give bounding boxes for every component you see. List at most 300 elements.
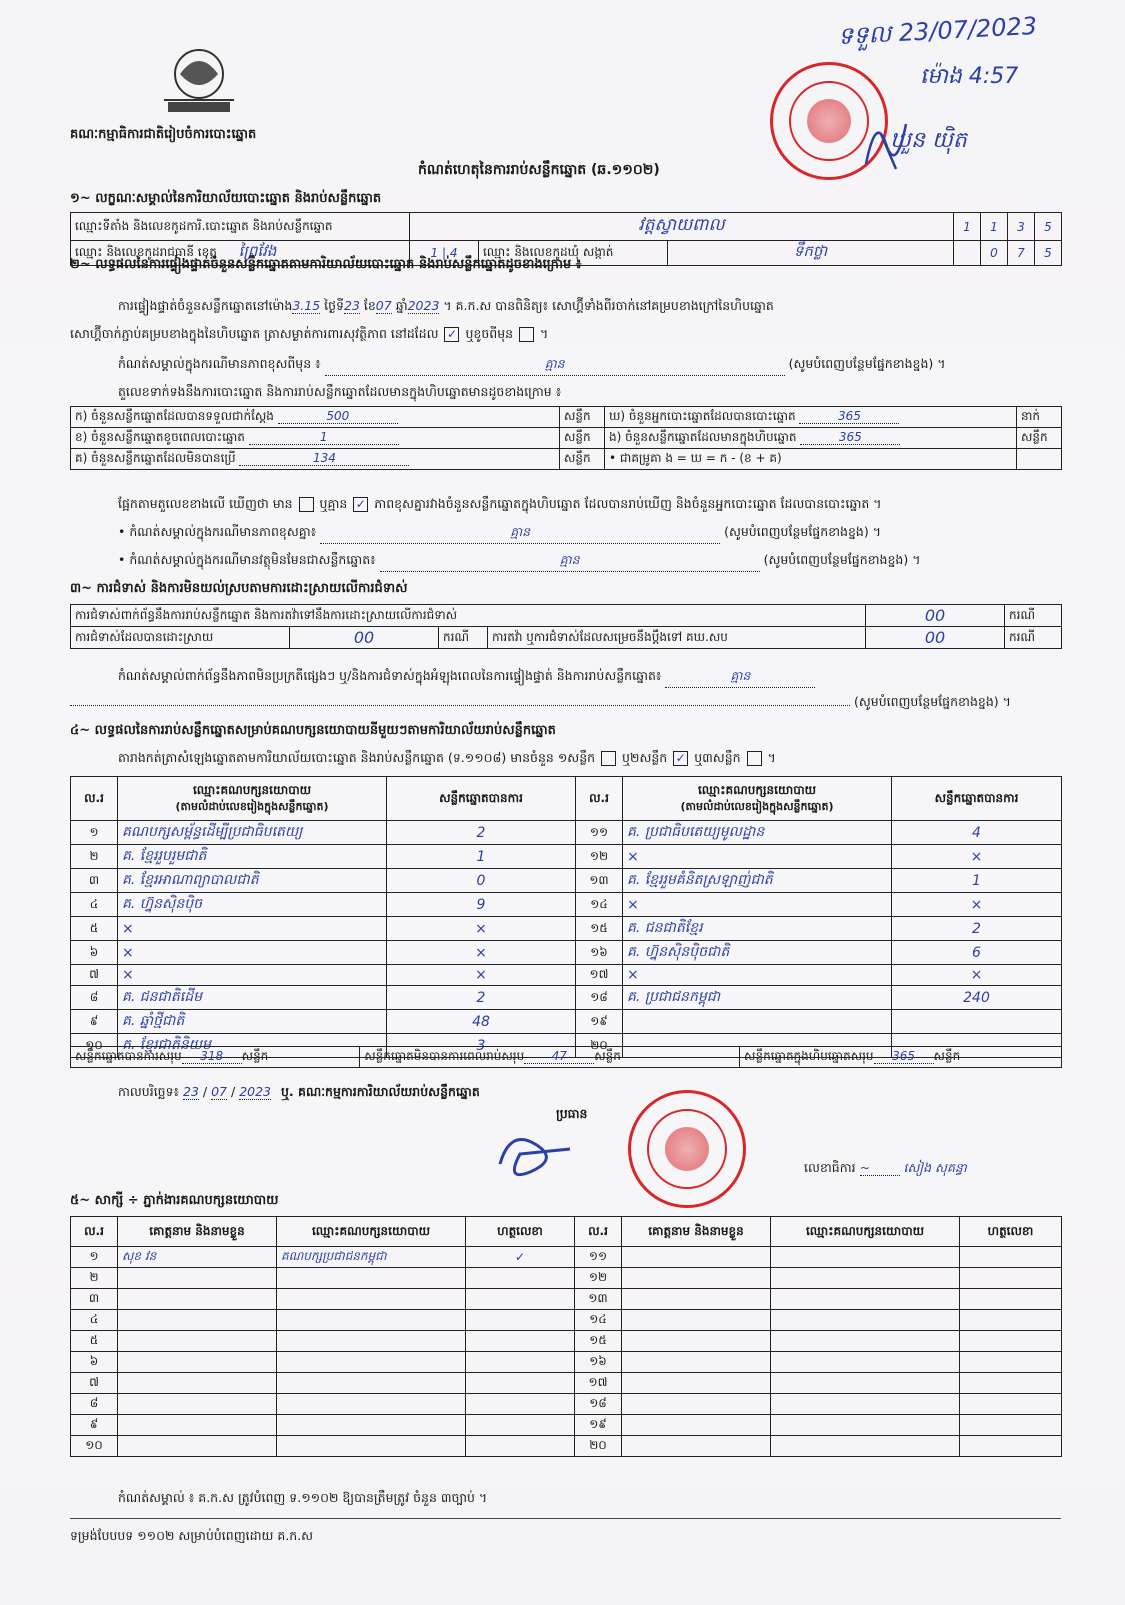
province-code-digit: 1: [430, 246, 439, 260]
date-month: 07: [211, 1084, 228, 1099]
witness-signature: [960, 1394, 1062, 1415]
blank-cell: [954, 241, 981, 266]
witness-party: [277, 1268, 466, 1289]
date-year: 2023: [239, 1084, 271, 1099]
witness-row: [71, 1310, 1062, 1331]
bullet-note-1-value: គ្មាន: [320, 524, 720, 544]
figure-value: 500: [278, 409, 398, 424]
witness-name: [118, 1373, 277, 1394]
appeal-label: ការតវ៉ា ឬការជំទាស់ដែលសម្រេចនឹងប្ដឹងទៅ គឃ.សប: [488, 627, 866, 649]
date-line: កាលបរិច្ឆេទ៖ 23 / 07 / 2023 ឬ. គណៈកម្មការការិយាល័យរាប់សន្លឹកឆ្នោត: [118, 1084, 480, 1099]
verification-day-label: ថ្ងៃទី: [324, 298, 344, 313]
checkbox-has-difference[interactable]: [299, 497, 314, 512]
witness-name: [118, 1331, 277, 1352]
irregularity-continuation: [70, 694, 1062, 713]
result-party: គណបក្សសម្ព័ន្ធដើម្បីប្រជាធិបតេយ្យ: [118, 821, 387, 845]
result-party: [623, 1010, 892, 1034]
official-stamp-bottom: [628, 1090, 746, 1208]
col-sign: ហត្ថលេខា: [960, 1217, 1062, 1247]
verification-day: 23: [344, 298, 360, 313]
witness-name: [622, 1415, 771, 1436]
objections-table: [70, 604, 1062, 649]
result-votes: 9: [387, 893, 576, 917]
result-no: ៦: [71, 941, 118, 965]
witness-name: [118, 1268, 277, 1289]
witness-signature: [960, 1268, 1062, 1289]
result-no: ១៩: [576, 1010, 623, 1034]
difference-check-rest: ភាពខុសគ្នារវាងចំនួនសន្លឹកឆ្នោតក្នុងហិបឆ្នោត ដែលបានរាប់ឃើញ និងចំនួនអ្នកបោះឆ្នោត ដែលបានបោះឆ្នោត ។: [374, 496, 882, 511]
verification-sentence: [118, 298, 774, 317]
bullet-note-1-label: • កំណត់សម្គាល់ក្នុងករណីមានភាពខុសគ្នា៖: [118, 524, 317, 539]
results-row: [71, 986, 1062, 1010]
tally-sheets-line: តារាងកត់ត្រាសំឡេងឆ្នោតតាមការិយាល័យបោះឆ្នោត និងរាប់សន្លឹកឆ្នោត (ទ.១១០៨) មានចំនួន ១សន្លឹក ឬ២សន្លឹក ✓ ឬ៣សន្លឹក ។: [118, 750, 776, 765]
result-party: គ. ខ្មែរជាតិនិយម: [118, 1034, 387, 1058]
witness-signature: [466, 1331, 575, 1352]
witness-no: ១៤: [575, 1310, 622, 1331]
result-party: គ. ហ្វ៊ុនស៊ិនប៉ិច: [118, 893, 387, 917]
witness-signature: [960, 1247, 1062, 1268]
col-sign: ហត្ថលេខា: [466, 1217, 575, 1247]
resolved-unit: ករណី: [439, 627, 488, 649]
secretary-signature: ~: [860, 1160, 900, 1176]
results-body: [71, 821, 1062, 1058]
verification-year-label: ឆ្នាំ: [395, 298, 408, 313]
col-party-label: ឈ្មោះគណបក្សនយោបាយ: [192, 782, 312, 797]
witness-signature: [960, 1289, 1062, 1310]
witness-name: [622, 1394, 771, 1415]
total-box-label: សន្លឹកឆ្នោតក្នុងហិបឆ្នោតសរុប: [744, 1049, 874, 1063]
witness-signature: [960, 1415, 1062, 1436]
checkbox-two-sheets[interactable]: ✓: [673, 751, 688, 766]
figure-value: 365: [800, 430, 900, 445]
figure-label: [71, 407, 560, 428]
witness-party: [771, 1289, 960, 1310]
results-row: [71, 869, 1062, 893]
witness-name: [118, 1415, 277, 1436]
results-row: [71, 845, 1062, 869]
result-no: ៥: [71, 917, 118, 941]
witness-signature: [466, 1415, 575, 1436]
witness-no: ២០: [575, 1436, 622, 1457]
figure-label: [605, 428, 1017, 449]
verification-rest: ។ គ.ក.ស បានពិនិត្យ៖ សោហ្គ៊ីទាំងពីរចាក់នៅគម្របខាងក្រៅនៃហិបឆ្នោត: [443, 298, 774, 313]
witness-name: [622, 1289, 771, 1310]
result-no: ១២: [576, 845, 623, 869]
witness-name: [622, 1373, 771, 1394]
witness-signature: [466, 1268, 575, 1289]
witness-row: [71, 1289, 1062, 1310]
witness-row: [71, 1394, 1062, 1415]
checkbox-intact[interactable]: ✓: [444, 327, 459, 342]
witness-party: [277, 1415, 466, 1436]
witness-party: [771, 1415, 960, 1436]
result-votes: 3: [387, 1034, 576, 1058]
result-party: គ. ឆ្នាំថ្មីជាតិ: [118, 1010, 387, 1034]
witness-row: [71, 1373, 1062, 1394]
witness-no: ៧: [71, 1373, 118, 1394]
witness-party: [277, 1394, 466, 1415]
result-no: ១៥: [576, 917, 623, 941]
resolved-count: 00: [290, 627, 439, 649]
figure-label: [605, 407, 1017, 428]
commune-code-digit: 5: [1035, 241, 1062, 266]
result-party: គ. ខ្មែររួមគំនិតស្រឡាញ់ជាតិ: [623, 869, 892, 893]
witness-party: [277, 1373, 466, 1394]
witness-party: [277, 1331, 466, 1352]
figure-unit: នាក់: [1017, 407, 1062, 428]
total-invalid-value: 47: [524, 1049, 594, 1064]
witness-name: [622, 1352, 771, 1373]
province-label-text: ឈ្មោះ និងលេខកូដរាជធានី ខេត្ត: [75, 245, 217, 259]
witness-no: ៥: [71, 1331, 118, 1352]
result-party: គ. ខ្មែររួបរួមជាតិ: [118, 845, 387, 869]
results-header-row: [71, 777, 1062, 821]
figures-row: [71, 449, 1062, 470]
tally-three-label: ឬ៣សន្លឹក: [694, 750, 741, 765]
col-no: ល.រ: [71, 777, 118, 821]
bullet-note-2: [118, 552, 920, 572]
irregularity-note: [118, 668, 815, 688]
result-votes: 0: [387, 869, 576, 893]
results-row: [71, 941, 1062, 965]
witness-signature: [466, 1352, 575, 1373]
col-party: ឈ្មោះគណបក្សនយោបាយ: [771, 1217, 960, 1247]
witness-body: [71, 1247, 1062, 1457]
figures-intro: តួលេខទាក់ទងនឹងការបោះឆ្នោត និងការរាប់សន្លឹកឆ្នោតដែលមានក្នុងហិបឆ្នោតមានដូចខាងក្រោម ៖: [118, 384, 562, 399]
witness-party: [277, 1310, 466, 1331]
figure-value: 1: [249, 430, 399, 445]
fill-note: (សូមបំពេញបន្ថែមផ្នែកខាងខ្នង) ។: [724, 524, 881, 539]
result-votes: ×: [892, 965, 1062, 986]
tally-two-label: ឬ២សន្លឹក: [622, 750, 668, 765]
col-party: ឈ្មោះគណបក្សនយោបាយ: [277, 1217, 466, 1247]
unit: សន្លឹក: [241, 1049, 269, 1063]
result-votes: 1: [892, 869, 1062, 893]
chief-signature: [490, 1124, 580, 1184]
top-signature: [856, 104, 916, 174]
formula: • ជាគម្រូគា ង = ឃ = ក - (ខ + គ): [605, 449, 1017, 470]
witness-name: [622, 1247, 771, 1268]
witness-no: ៦: [71, 1352, 118, 1373]
witness-signature: [466, 1373, 575, 1394]
witness-party: [771, 1373, 960, 1394]
witness-party: [771, 1436, 960, 1457]
witness-party: [277, 1289, 466, 1310]
figures-row: [71, 407, 1062, 428]
witness-party: គណបក្សប្រជាជនកម្ពុជា: [277, 1247, 466, 1268]
location-value: វត្តស្វាយពាល: [410, 213, 954, 241]
province-code: 1 | 4: [410, 241, 479, 266]
form-footer: ទម្រង់បែបបទ ១១០២ សម្រាប់បំពេញដោយ គ.ក.ស: [70, 1528, 314, 1543]
result-no: ១៣: [576, 869, 623, 893]
witness-no: ៨: [71, 1394, 118, 1415]
col-party: [118, 777, 387, 821]
result-no: ១០: [71, 1034, 118, 1058]
col-no: ល.រ: [575, 1217, 622, 1247]
figure-value: 134: [239, 451, 409, 466]
result-party: ×: [118, 941, 387, 965]
result-votes: ×: [387, 917, 576, 941]
figure-label-text: ខ) ចំនួនសន្លឹកឆ្នោតខូចពេលបោះឆ្នោត: [75, 430, 245, 444]
total-invalid: [360, 1047, 740, 1068]
result-votes: ×: [387, 965, 576, 986]
irregularity-note-value: គ្មាន: [665, 668, 815, 688]
witness-party: [771, 1310, 960, 1331]
witness-signature: [466, 1394, 575, 1415]
seal-broken-label: ឬខូចពីមុន: [465, 326, 514, 341]
result-no: ២: [71, 845, 118, 869]
result-no: ១: [71, 821, 118, 845]
figure-unit: សន្លឹក: [560, 449, 605, 470]
difference-note-label: កំណត់សម្គាល់ក្នុងករណីមានភាពខុសពីមុន ៖: [118, 356, 321, 371]
figure-unit: [1017, 449, 1062, 470]
objection-label: ការជំទាស់ពាក់ព័ន្ធនឹងការរាប់សន្លឹកឆ្នោត និងការតវ៉ាទៅនឹងការដោះស្រាយលើការជំទាស់: [71, 605, 866, 627]
witness-no: ១៩: [575, 1415, 622, 1436]
witness-signature: [466, 1289, 575, 1310]
checkbox-one-sheet[interactable]: [601, 751, 616, 766]
witness-signature: [960, 1352, 1062, 1373]
bullet-note-2-label: • កំណត់សម្គាល់ក្នុងករណីមានវត្ថុមិនមែនជាសន្លឹកឆ្នោត៖: [118, 552, 376, 567]
bullet-note-2-value: គ្មាន: [380, 552, 760, 572]
result-no: ៤: [71, 893, 118, 917]
result-party: គ. ជនជាតិខ្មែរ: [623, 917, 892, 941]
result-no: ១៤: [576, 893, 623, 917]
seal-sentence: សោហ្គ៊ីចាក់ភ្ជាប់គម្របខាងក្នុងនៃហិបឆ្នោត ត្រាសម្ងាត់ការពារសុវត្ថិភាព នៅដដែល ✓ ឬខូចពីមុន ។: [70, 326, 549, 341]
resolved-label: ការជំទាស់ដែលបានដោះស្រាយ: [71, 627, 290, 649]
appeal-count: 00: [866, 627, 1005, 649]
witness-row: [71, 1247, 1062, 1268]
witness-name: [622, 1310, 771, 1331]
witness-no: ១៧: [575, 1373, 622, 1394]
figure-unit: សន្លឹក: [560, 407, 605, 428]
party-results-table: [70, 776, 1062, 1058]
total-box: [740, 1047, 1062, 1068]
witness-no: ១៦: [575, 1352, 622, 1373]
commune-label: ឈ្មោះ និងលេខកូដឃុំ សង្កាត់: [479, 241, 668, 266]
verification-time: 3.15: [292, 298, 321, 313]
witness-party: [771, 1394, 960, 1415]
witness-signature: [960, 1373, 1062, 1394]
total-box-value: 365: [874, 1049, 934, 1064]
result-no: ១៨: [576, 986, 623, 1010]
figure-label-text: ឃ) ចំនួនអ្នកបោះឆ្នោតដែលបានបោះឆ្នោត: [609, 409, 796, 423]
result-party: ×: [623, 845, 892, 869]
received-time-note: ម៉ោង 4:57: [920, 64, 1019, 89]
witness-name: [118, 1436, 277, 1457]
objection-count: 00: [866, 605, 1005, 627]
verification-year: 2023: [407, 298, 440, 313]
chief-label: ប្រធាន: [556, 1106, 588, 1121]
unit: សន្លឹក: [933, 1049, 961, 1063]
witness-no: ១៥: [575, 1331, 622, 1352]
section-2-title: ២~ លទ្ធផលនៃការផ្ទៀងផ្ទាត់ចំនួនសន្លឹកឆ្នោតតាមការិយាល័យបោះឆ្នោត និងរាប់សន្លឹកឆ្នោតដូចខាងក្រោម ៖: [70, 257, 582, 272]
figure-label-text: ក) ចំនួនសន្លឹកឆ្នោតដែលបានទទួលជាក់ស្តែង: [75, 409, 274, 423]
commission-label: ឬ. គណៈកម្មការការិយាល័យរាប់សន្លឹកឆ្នោត: [280, 1084, 480, 1099]
witness-name: [622, 1331, 771, 1352]
witness-party: [771, 1247, 960, 1268]
verification-time-label: ការផ្ទៀងផ្ទាត់ចំនួនសន្លឹកឆ្នោតនៅម៉ោង: [118, 298, 293, 313]
difference-check-label: ផ្អែកតាមតួលេខខាងលើ ឃើញថា មាន: [118, 496, 293, 511]
result-votes: 48: [387, 1010, 576, 1034]
witness-party: [771, 1331, 960, 1352]
col-party-sub: (តាមលំដាប់លេខរៀងក្នុងសន្លឹកឆ្នោត): [680, 799, 834, 813]
witness-signature: [466, 1310, 575, 1331]
witness-name: [118, 1352, 277, 1373]
witness-no: ១៨: [575, 1394, 622, 1415]
witness-no: ២: [71, 1268, 118, 1289]
fill-note: (សូមបំពេញបន្ថែមផ្នែកខាងខ្នង) ។: [763, 552, 921, 567]
location-code-digit: 1: [981, 213, 1008, 241]
results-row: [71, 965, 1062, 986]
result-party: ×: [118, 965, 387, 986]
result-votes: 2: [892, 917, 1062, 941]
difference-check-line: [118, 496, 882, 515]
result-votes: ×: [892, 893, 1062, 917]
figure-unit: សន្លឹក: [560, 428, 605, 449]
dotted-line: [70, 705, 850, 706]
result-votes: ×: [387, 941, 576, 965]
witness-name: [118, 1394, 277, 1415]
col-name: គោត្តនាម និងនាមខ្លួន: [622, 1217, 771, 1247]
result-votes: 4: [892, 821, 1062, 845]
verification-month: 07: [375, 298, 392, 313]
witness-signature: ✓: [466, 1247, 575, 1268]
figure-value: 365: [799, 409, 899, 424]
fill-note: (សូមបំពេញបន្ថែមផ្នែកខាងខ្នង) ។: [788, 356, 946, 371]
witness-no: ៩: [71, 1415, 118, 1436]
result-no: ១១: [576, 821, 623, 845]
witness-no: ៤: [71, 1310, 118, 1331]
figure-label: [71, 449, 560, 470]
result-party: គ. ប្រជាជនកម្ពុជា: [623, 986, 892, 1010]
results-row: [71, 1010, 1062, 1034]
results-row: [71, 821, 1062, 845]
col-name: គោត្តនាម និងនាមខ្លួន: [118, 1217, 277, 1247]
witness-header-row: [71, 1217, 1062, 1247]
section-4-title: ៤~ លទ្ធផលនៃការរាប់សន្លឹកឆ្នោតសម្រាប់គណបក្សនយោបាយនីមួយៗតាមការិយាល័យរាប់សន្លឹកឆ្នោត: [70, 723, 556, 738]
date-label: កាលបរិច្ឆេទ៖: [118, 1084, 180, 1099]
result-no: ៧: [71, 965, 118, 986]
appeal-unit: ករណី: [1005, 627, 1062, 649]
witness-name: [622, 1268, 771, 1289]
bullet-note-1: [118, 524, 881, 544]
checkbox-three-sheets[interactable]: [747, 751, 762, 766]
witness-no: ៣: [71, 1289, 118, 1310]
copies-note: កំណត់សម្គាល់ ៖ គ.ក.ស ត្រូវបំពេញ ទ.១១០២ ឱ្យបានត្រឹមត្រូវ ចំនួន ៣ច្បាប់ ។: [118, 1490, 488, 1505]
figure-label-text: គ) ចំនួនសន្លឹកឆ្នោតដែលមិនបានប្រើ: [75, 451, 236, 465]
page-title: កំណត់ហេតុនៃការរាប់សន្លឹកឆ្នោត (ឆ.១១០២): [418, 162, 660, 178]
fill-note: (សូមបំពេញបន្ថែមផ្នែកខាងខ្នង) ។: [853, 694, 1011, 709]
witness-party: [771, 1352, 960, 1373]
section-1-title: ១~ លក្ខណៈសម្គាល់នៃការិយាល័យបោះឆ្នោត និងរាប់សន្លឹកឆ្នោត: [70, 191, 382, 206]
secretary-label: លេខាធិការ: [804, 1160, 856, 1175]
verification-month-label: ខែ: [363, 298, 376, 313]
witness-party: [277, 1352, 466, 1373]
commune-value: ទឹកថ្លា: [668, 241, 954, 266]
total-valid: [71, 1047, 360, 1068]
result-votes: [892, 1010, 1062, 1034]
witness-row: [71, 1436, 1062, 1457]
location-code-digit: 3: [1008, 213, 1035, 241]
result-votes: 6: [892, 941, 1062, 965]
secretary-name: សៀង សុគន្ធា: [903, 1160, 967, 1175]
witness-row: [71, 1268, 1062, 1289]
col-party-label: ឈ្មោះគណបក្សនយោបាយ: [697, 782, 817, 797]
figure-label: [71, 428, 560, 449]
witness-party: [771, 1268, 960, 1289]
witness-signature: [960, 1436, 1062, 1457]
commune-code-digit: 7: [1008, 241, 1035, 266]
witness-name: [622, 1436, 771, 1457]
result-votes: 2: [387, 821, 576, 845]
checkbox-no-difference[interactable]: ✓: [353, 497, 368, 512]
result-party: ×: [623, 965, 892, 986]
witness-no: ១: [71, 1247, 118, 1268]
witness-signature: [960, 1331, 1062, 1352]
witness-signature: [466, 1436, 575, 1457]
province-code-digit: 4: [449, 246, 458, 260]
date-day: 23: [183, 1084, 199, 1099]
tally-sheets-text: តារាងកត់ត្រាសំឡេងឆ្នោតតាមការិយាល័យបោះឆ្នោត និងរាប់សន្លឹកឆ្នោត (ទ.១១០៨) មានចំនួន ១សន្លឹក: [118, 750, 596, 765]
secretary-line: [804, 1160, 967, 1179]
result-votes: 2: [387, 986, 576, 1010]
col-no: ល.រ: [576, 777, 623, 821]
difference-note-line: [118, 356, 945, 376]
witness-name: [118, 1310, 277, 1331]
difference-note-value: គ្មាន: [325, 356, 785, 376]
seal-text: សោហ្គ៊ីចាក់ភ្ជាប់គម្របខាងក្នុងនៃហិបឆ្នោត ត្រាសម្ងាត់ការពារសុវត្ថិភាព នៅដដែល: [70, 326, 439, 341]
result-no: ១៧: [576, 965, 623, 986]
col-votes: សន្លឹកឆ្នោតបានការ: [892, 777, 1062, 821]
result-votes: 240: [892, 986, 1062, 1010]
irregularity-note-label: កំណត់សម្គាល់ពាក់ព័ន្ធនឹងភាពមិនប្រក្រតីផ្សេងៗ ឬ/និងការជំទាស់ក្នុងអំឡុងពេលនៃការផ្ទៀងផ្ទាត់ និងការរាប់សន្លឹកឆ្នោត៖: [118, 668, 662, 683]
results-row: [71, 917, 1062, 941]
witness-row: [71, 1415, 1062, 1436]
commune-code-digit: 0: [981, 241, 1008, 266]
location-label: ឈ្មោះទីតាំង និងលេខកូដការិ.បោះឆ្នោត និងរាប់សន្លឹកឆ្នោត: [71, 213, 410, 241]
result-party: ×: [118, 917, 387, 941]
witness-party: [277, 1436, 466, 1457]
col-no: ល.រ: [71, 1217, 118, 1247]
col-party-sub: (តាមលំដាប់លេខរៀងក្នុងសន្លឹកឆ្នោត): [175, 799, 329, 813]
result-party: គ. ហ្វ៊ុនស៊ិនប៉ិចជាតិ: [623, 941, 892, 965]
witness-row: [71, 1331, 1062, 1352]
received-date-note: ទទួល 23/07/2023: [837, 11, 1038, 51]
difference-none-label: ឬគ្មាន: [319, 496, 348, 511]
section-3-title: ៣~ ការជំទាស់ និងការមិនយល់ស្របតាមការដោះស្រាយលើការជំទាស់: [70, 581, 408, 596]
location-code-digit: 1: [954, 213, 981, 241]
figure-label-text: ង) ចំនួនសន្លឹកឆ្នោតដែលមានក្នុងហិបឆ្នោត: [609, 430, 797, 444]
result-no: ៩: [71, 1010, 118, 1034]
col-votes: សន្លឹកឆ្នោតបានការ: [387, 777, 576, 821]
col-party: [623, 777, 892, 821]
section-5-title: ៥~ សាក្សី ÷ ភ្នាក់ងារគណបក្សនយោបាយ: [70, 1193, 279, 1208]
checkbox-broken[interactable]: [519, 327, 534, 342]
result-no: ២០: [576, 1034, 623, 1058]
nec-logo-emblem: [160, 44, 238, 120]
received-signed-name: ឃួន យ៉ិត: [890, 128, 967, 153]
ballot-figures-table: [70, 406, 1062, 470]
witness-signature: [960, 1310, 1062, 1331]
witness-name: [118, 1289, 277, 1310]
witness-name: សុខ វន: [118, 1247, 277, 1268]
result-no: ៨: [71, 986, 118, 1010]
result-party: គ. ប្រជាធិបតេយ្យមូលដ្ឋាន: [623, 821, 892, 845]
result-votes: ×: [892, 845, 1062, 869]
witness-no: ១២: [575, 1268, 622, 1289]
organization-name: គណៈកម្មាធិការជាតិរៀបចំការបោះឆ្នោត: [70, 127, 257, 142]
witness-row: [71, 1352, 1062, 1373]
